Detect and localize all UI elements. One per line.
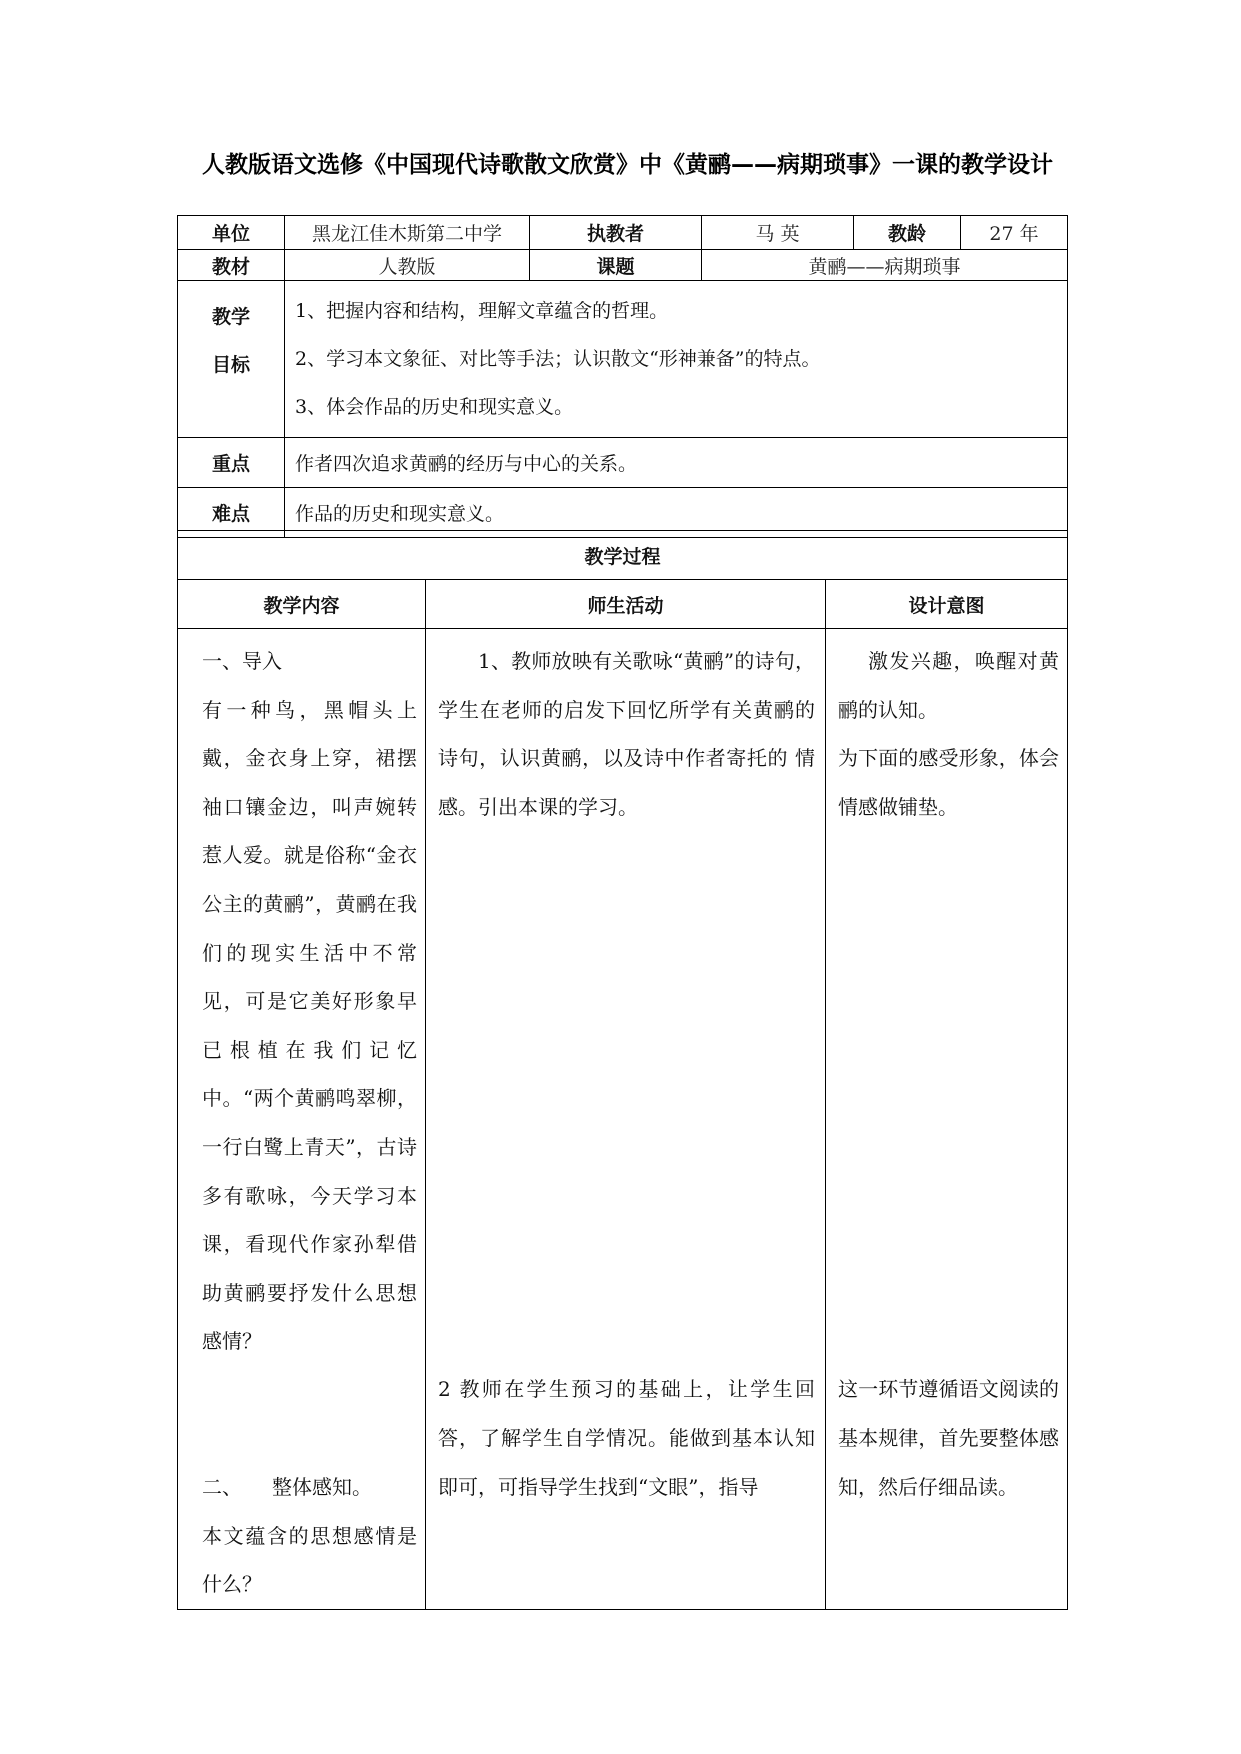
header-activity: 师生活动 (426, 580, 826, 629)
process-header-row (178, 580, 1068, 629)
content-column (178, 629, 426, 1610)
process-content-row (178, 629, 1068, 1610)
lesson-info-table (177, 215, 1068, 538)
process-title-row (178, 531, 1068, 580)
section2-body: 本文蕴含的思想感情是什么？ (202, 1523, 417, 1597)
section2-activity: 2 教师在学生预习的基础上，让学生回答，了解学生自学情况。能做到基本认知即可，可指导学生找到“文眼”，指导 (438, 1377, 815, 1499)
unit-value: 黑龙江佳木斯第二中学 (285, 216, 530, 250)
section1-intent-1: 激发兴趣，唤醒对黄鹂的认知。 (838, 649, 1059, 722)
teacher-value: 马 英 (702, 216, 854, 250)
goal-item: 2、学习本文象征、对比等手法；认识散文“形神兼备”的特点。 (295, 348, 821, 370)
header-intent: 设计意图 (826, 580, 1068, 629)
difficulty-value: 作品的历史和现实意义。 (285, 488, 1068, 538)
lesson-value: 黄鹂——病期琐事 (702, 250, 1068, 281)
teacher-label: 执教者 (530, 216, 702, 250)
section1-body: 有一种鸟，黑帽头上戴，金衣身上穿，裙摆袖口镶金边，叫声婉转惹人爱。就是俗称“金衣公主的黄鹂”，黄鹂在我们的现实生活中不常见，可是它美好形象早已根植在我们记忆中。“两个黄鹂鸣翠柳，一行白鹭上青天”，古诗多有歌咏，今天学习本课，看现代作家孙犁借助黄鹂要抒发什么思想感情？ (202, 697, 417, 1354)
unit-label: 单位 (178, 216, 285, 250)
intent-column (826, 629, 1068, 1610)
goals-label (178, 281, 285, 438)
goals-label-line-2: 目标 (211, 354, 250, 376)
info-row-key (178, 438, 1068, 488)
section2-heading: 二、 整体感知。 (202, 1474, 372, 1499)
document-title: 人教版语文选修《中国现代诗歌散文欣赏》中《黄鹂——病期琐事》一课的教学设计 (202, 152, 1053, 178)
textbook-label: 教材 (178, 250, 285, 281)
activity-column (426, 629, 826, 1610)
teaching-process-table (177, 530, 1068, 1610)
lesson-label: 课题 (530, 250, 702, 281)
section1-heading: 一、导入 (202, 649, 282, 673)
years-label: 教龄 (854, 216, 961, 250)
goals-list (285, 281, 1068, 438)
years-value: 27 年 (961, 216, 1068, 250)
key-value: 作者四次追求黄鹂的经历与中心的关系。 (285, 438, 1068, 488)
goals-label-line-1: 教学 (211, 306, 250, 328)
difficulty-label: 难点 (178, 488, 285, 538)
spacer (438, 831, 815, 1365)
key-label: 重点 (178, 438, 285, 488)
section1-intent-2: 为下面的感受形象，体会情感做铺垫。 (838, 746, 1059, 819)
goal-item: 1、把握内容和结构，理解文章蕴含的哲理。 (295, 300, 669, 322)
section1-activity: 1、教师放映有关歌咏“黄鹂”的诗句，学生在老师的启发下回忆所学有关黄鹂的诗句，认识黄鹂，以及诗中作者寄托的 情感。引出本课的学习。 (438, 649, 815, 819)
spacer (838, 831, 1059, 1365)
section2-intent: 这一环节遵循语文阅读的基本规律，首先要整体感知，然后仔细品读。 (838, 1377, 1059, 1499)
info-row-unit (178, 216, 1068, 250)
info-row-goals (178, 281, 1068, 438)
goal-item: 3、体会作品的历史和现实意义。 (295, 396, 574, 418)
process-title: 教学过程 (178, 531, 1068, 580)
textbook-value: 人教版 (285, 250, 530, 281)
header-content: 教学内容 (178, 580, 426, 629)
spacer (202, 1366, 417, 1463)
info-row-textbook (178, 250, 1068, 281)
